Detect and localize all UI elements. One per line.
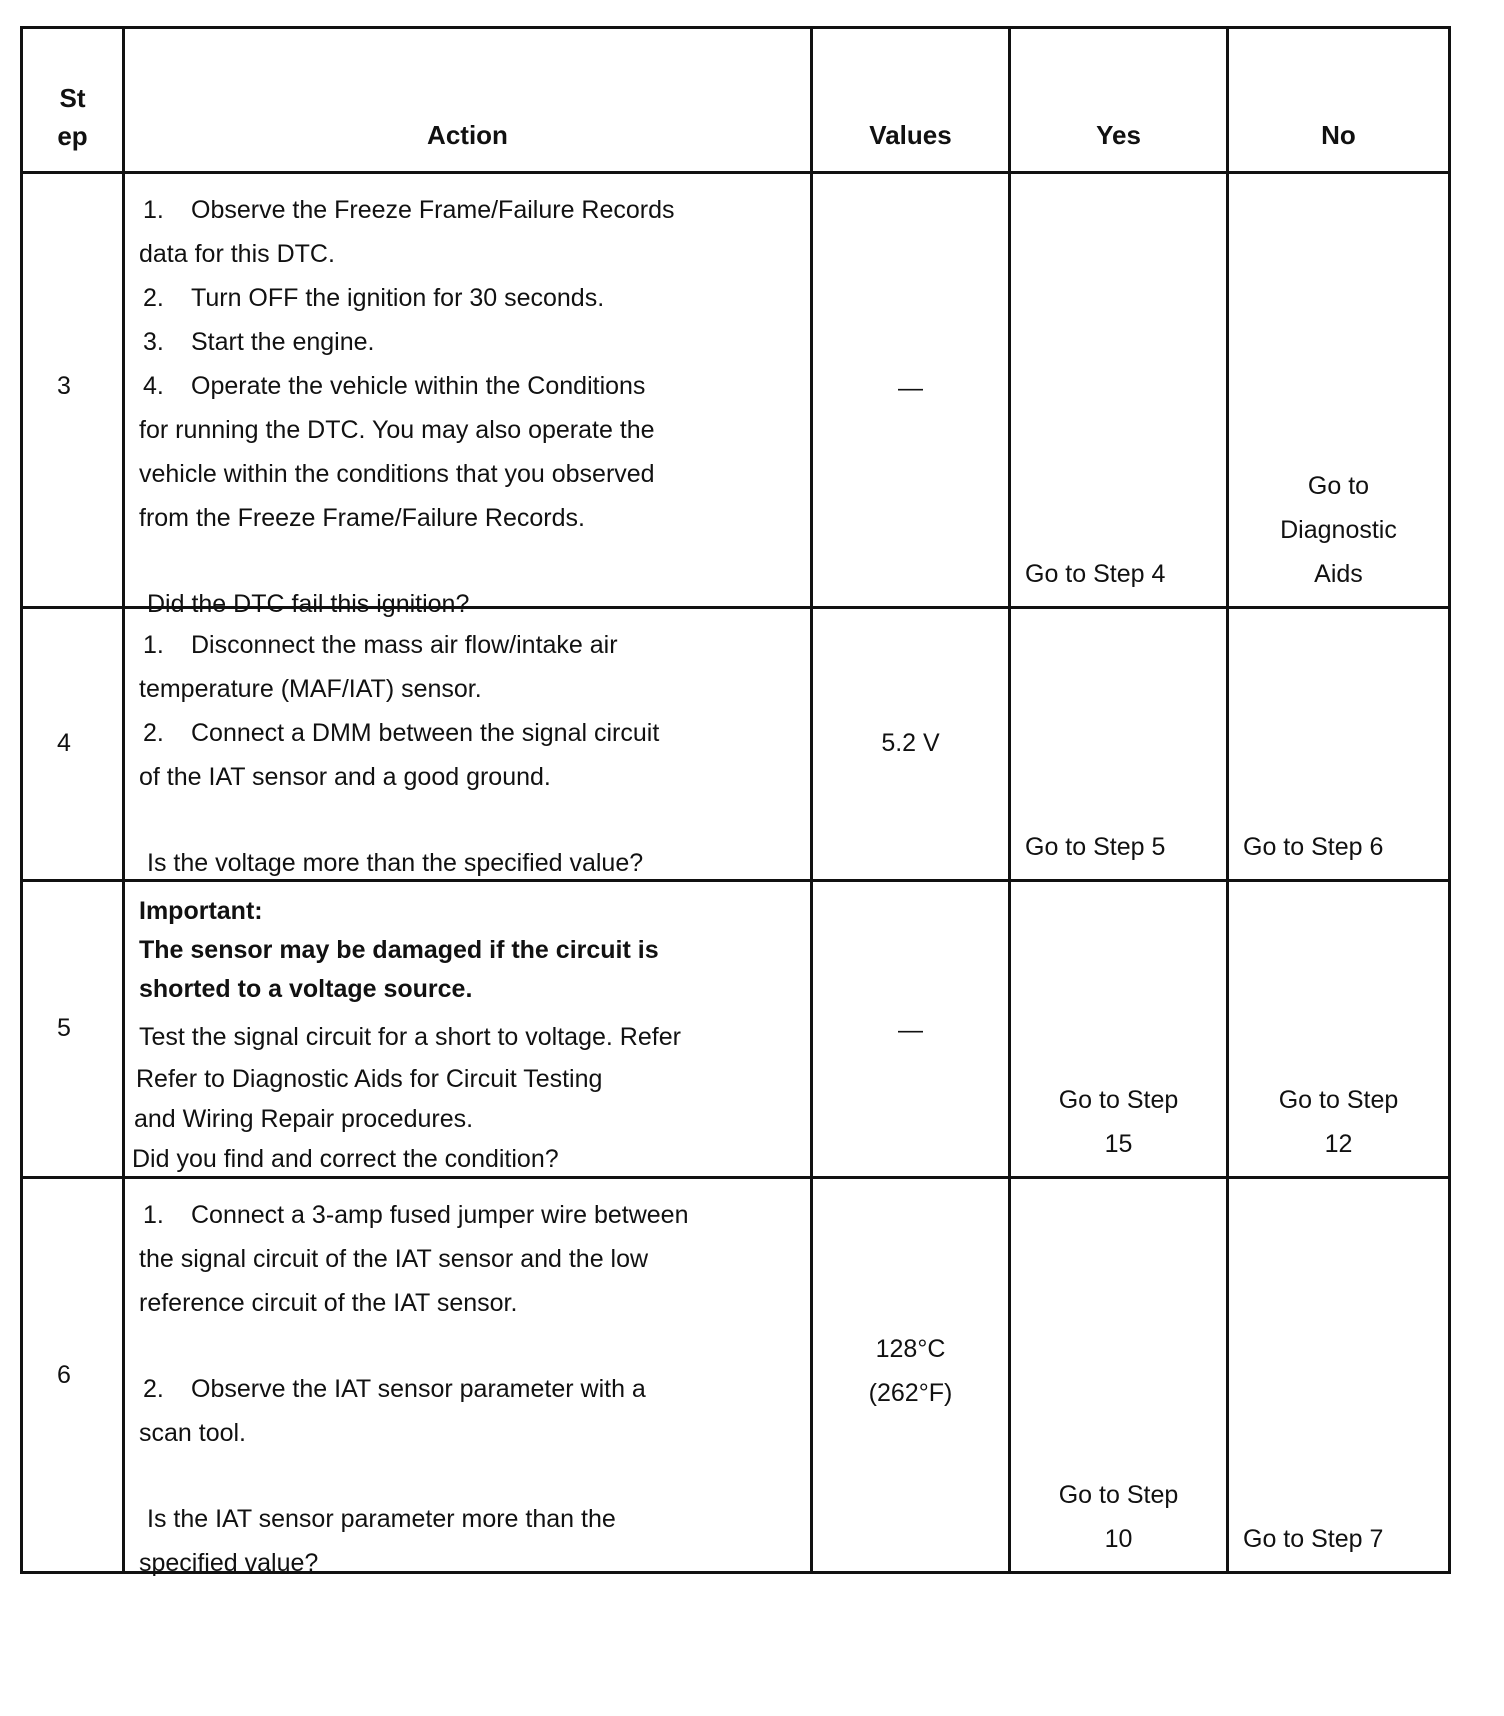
header-row	[22, 28, 1450, 173]
header-values: Values	[812, 28, 1010, 173]
values-cell: 128°C (262°F)	[812, 1178, 1010, 1573]
action-cell: 1. Disconnect the mass air flow/intake air temperature (MAF/IAT) sensor. 2. Connect a DMM between the signal circuit of the IAT sensor and a good ground. Is the voltage more than the specified value?	[124, 608, 812, 881]
step-cell: 4	[22, 608, 124, 881]
step-cell: 6	[22, 1178, 124, 1573]
question-text: Did you find and correct the condition?	[132, 1145, 559, 1173]
no-cell: Go to Step 7	[1228, 1178, 1450, 1573]
action-cell: 1. Connect a 3-amp fused jumper wire between the signal circuit of the IAT sensor and the low reference circuit of the IAT sensor. 2. Observe the IAT sensor parameter with a scan tool. Is the IAT sensor parameter more than the specified value?	[124, 1178, 812, 1573]
action-cell: 1. Observe the Freeze Frame/Failure Records data for this DTC. 2. Turn OFF the ignition for 30 seconds. 3. Start the engine. 4. Operate the vehicle within the Conditions for running the DTC. You may also operate the vehicle within the conditions that you observed from the Freeze Frame/Failure Records. Did the DTC fail this ignition?	[124, 173, 812, 608]
header-no: No	[1228, 28, 1450, 173]
header-step: St ep	[22, 28, 124, 173]
question-text: Is the voltage more than the specified value?	[147, 849, 644, 877]
step-cell: 5	[22, 881, 124, 1178]
action-cell: Important: The sensor may be damaged if the circuit is shorted to a voltage source. Test the signal circuit for a short to voltage. Refer Refer to Diagnostic Aids for Circuit Testing and Wiring Repair procedures. Did you find and correct the condition?	[124, 881, 812, 1178]
values-cell: —	[812, 881, 1010, 1178]
step-cell: 3	[22, 173, 124, 608]
diagnostic-table	[20, 26, 1451, 1577]
values-cell: 5.2 V	[812, 608, 1010, 881]
table-row	[22, 1178, 1450, 1573]
question-text: Did the DTC fail this ignition?	[147, 590, 470, 618]
header-yes: Yes	[1010, 28, 1228, 173]
important-label: Important:	[139, 897, 263, 925]
table-row	[22, 173, 1450, 608]
no-cell: Go to Diagnostic Aids	[1228, 173, 1450, 608]
yes-cell: Go to Step 15	[1010, 881, 1228, 1178]
no-cell: Go to Step 12	[1228, 881, 1450, 1178]
values-cell: —	[812, 173, 1010, 608]
yes-cell: Go to Step 4	[1010, 173, 1228, 608]
table-row	[22, 881, 1450, 1178]
table-row	[22, 608, 1450, 881]
no-cell: Go to Step 6	[1228, 608, 1450, 881]
yes-cell: Go to Step 5	[1010, 608, 1228, 881]
header-action: Action	[124, 28, 812, 173]
yes-cell: Go to Step 10	[1010, 1178, 1228, 1573]
question-text: Is the IAT sensor parameter more than the	[147, 1505, 616, 1533]
